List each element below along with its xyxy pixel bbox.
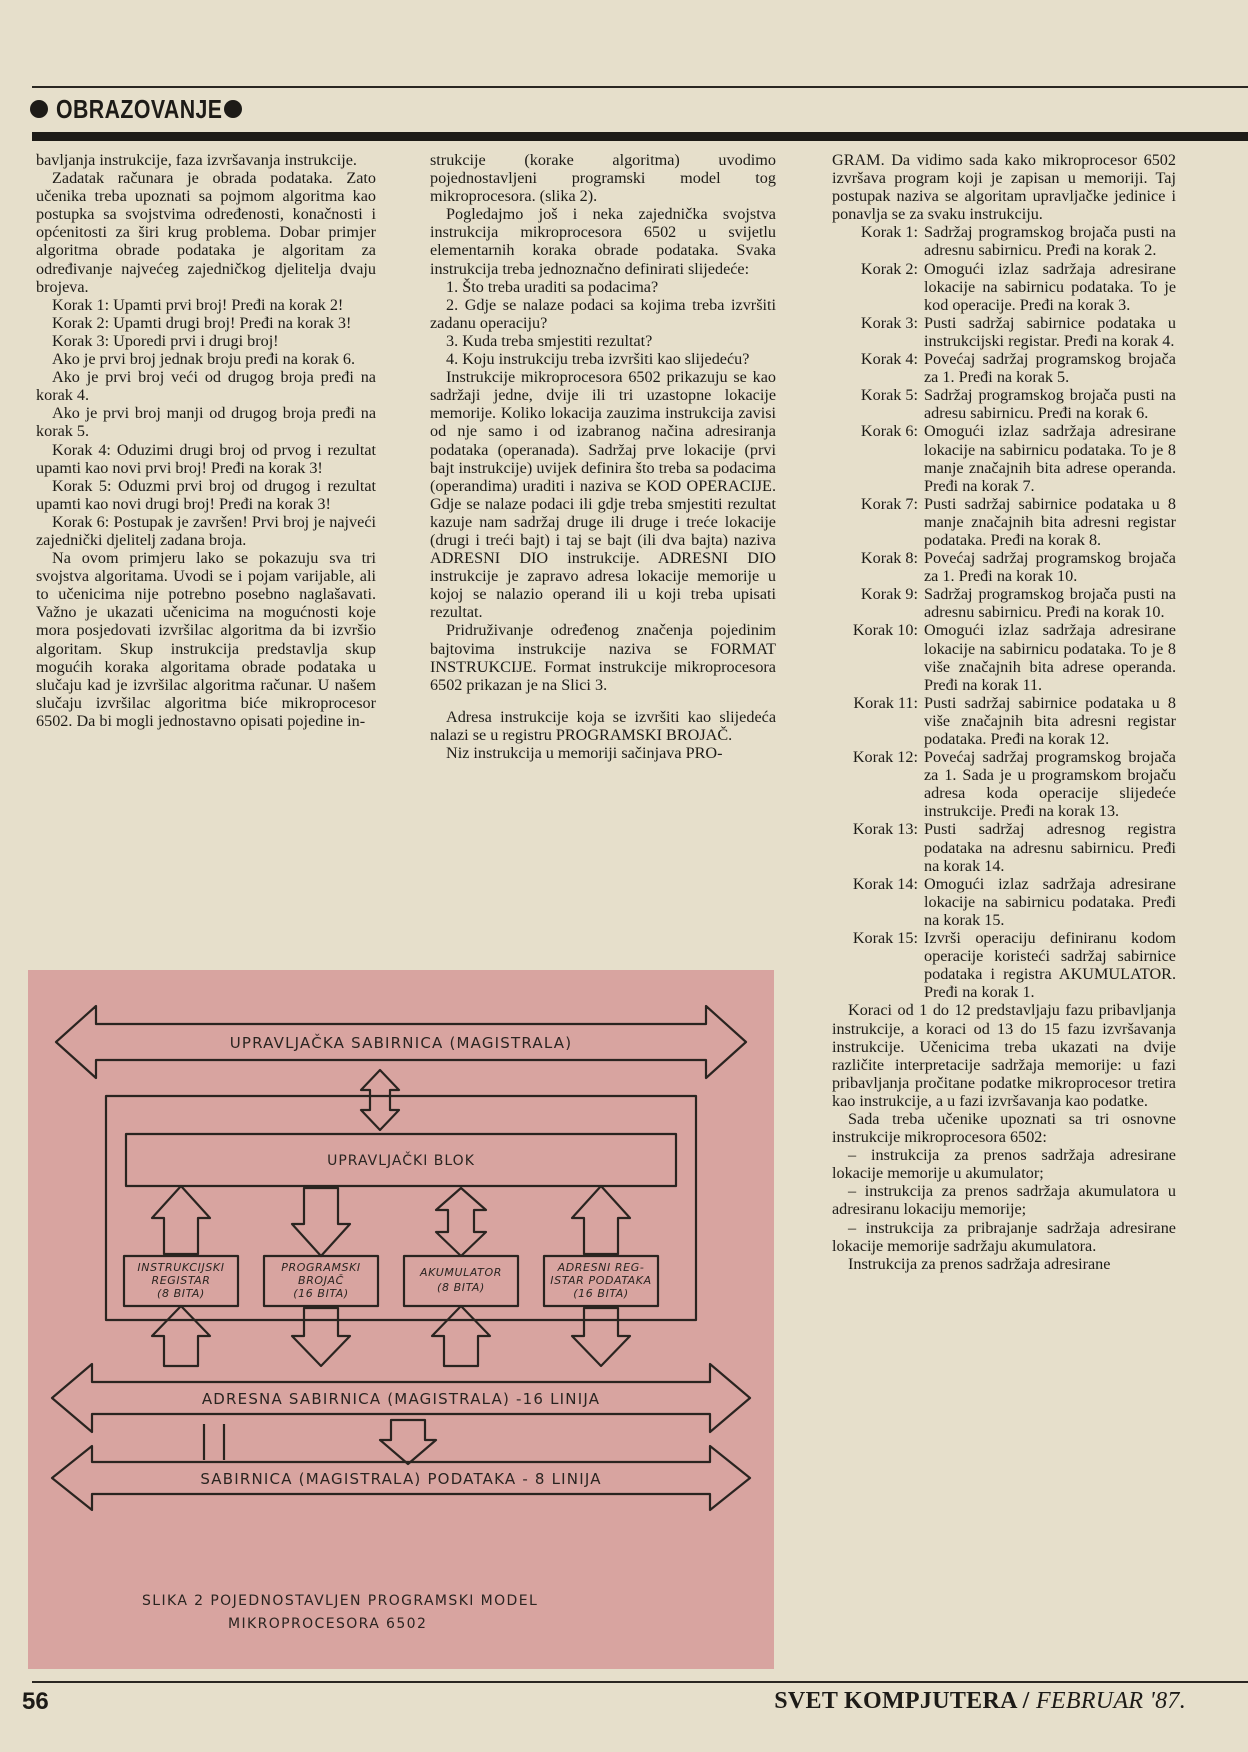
step-item xyxy=(832,386,1176,422)
step-label: Korak 5: xyxy=(860,386,918,405)
step-label: Korak 4: xyxy=(860,350,918,369)
paragraph: Niz instrukcija u memoriji sačinjava PRO- xyxy=(446,744,723,762)
reg1-label: REGISTAR xyxy=(151,1274,211,1287)
header-rule xyxy=(32,132,1248,141)
algorithm-steps xyxy=(832,223,1176,1001)
figure-caption: SLIKA 2 POJEDNOSTAVLJEN PROGRAMSKI MODEL xyxy=(142,1593,539,1609)
step-label: Korak 15: xyxy=(852,929,918,948)
arrow-down xyxy=(292,1188,350,1256)
paragraph: Sada treba učenike upoznati sa tri osnovne instrukcije mikroprocesora 6502: xyxy=(832,1109,1176,1147)
paragraph: Koraci od 1 do 12 predstavljaju fazu pribavljanja instrukcije, a koraci od 13 do 15 fazu izvršavanja instrukcije. Učenicima treba ukazati na dvije različite interpretacije sadržaja memorije: u fazi pribavljanja pročitane podatke mikroprocesor tretira kao instrukcije, a u fazi izvršavanja kao podatke. xyxy=(832,1001,1176,1110)
paragraph: Instrukcija za prenos sadržaja adresirane xyxy=(848,1254,1111,1273)
step-item xyxy=(832,694,1176,748)
step-text: Sadržaj programskog brojača pusti na adresu sabirnicu. Pređi na korak 6. xyxy=(924,386,1176,423)
step-text: Povećaj sadržaj programskog brojača za 1. Sada je u programskom brojaču adresa koda operacije slijedeće instrukcije. Pređi na korak 13. xyxy=(924,748,1176,821)
paragraph: Zadatak računara je obrada podataka. Zato učenika treba upoznati sa pojmom algoritma kao postupka sa svojstvima određenosti, konačnosti i općenitosti za širi krug problema. Dobar primjer algoritma obrade podataka je algoritam za određivanje najvećeg zajedničkog djelitelja dvaju brojeva. xyxy=(36,169,376,296)
reg2-label: BROJAČ xyxy=(298,1274,344,1287)
reg1-label: (8 BITA) xyxy=(157,1287,205,1300)
step-label: Korak 11: xyxy=(853,693,918,712)
step-text: Pusti sadržaj sabirnice podataka u instrukcijski registar. Pređi na korak 4. xyxy=(924,313,1176,350)
step-text: Izvrši operaciju definiranu kodom operacije koristeći sadržaj sabirnice podataka i registra AKUMULATOR. Pređi na korak 1. xyxy=(924,929,1176,1002)
bus-to-block-arrow xyxy=(361,1070,399,1130)
step-label: Korak 14: xyxy=(852,874,918,893)
paragraph: Adresa instrukcije koja se izvršiti kao slijedeća nalazi se u registru PROGRAMSKI BROJAČ. xyxy=(430,707,776,744)
step-text: Omogući izlaz sadržaja adresirane lokacije na sabirnicu podataka. To je 8 manje značajnih bita adrese operanda. Pređi na korak 7. xyxy=(924,422,1176,495)
list-item: – instrukcija za prenos sadržaja akumulatora u adresiranu lokaciju memorije; xyxy=(832,1182,1176,1219)
column-1 xyxy=(36,151,376,730)
arrow-up xyxy=(152,1306,210,1366)
question-item: 4. Koju instrukciju treba izvršiti kao slijedeću? xyxy=(446,350,750,369)
bullet-icon xyxy=(224,100,242,118)
step-label: Korak 10: xyxy=(852,621,918,640)
step-item xyxy=(832,875,1176,929)
data-line xyxy=(204,1424,224,1460)
step-item xyxy=(832,314,1176,350)
paragraph: strukcije (korake algoritma) uvodimo pojednostavljeni programski model tog mikroprocesora. (slika 2). xyxy=(430,151,776,206)
publication-name: SVET KOMPJUTERA / xyxy=(774,1688,1030,1714)
arrow-down xyxy=(572,1308,630,1366)
paragraph: Korak 2: Upamti drugi broj! Pređi na korak 3! xyxy=(52,313,352,332)
step-item xyxy=(832,223,1176,259)
step-label: Korak 9: xyxy=(860,585,918,604)
paragraph: Pridruživanje određenog značenja pojedinim bajtovima instrukcije naziva se FORMAT INSTRUKCIJE. Format instrukcije mikroprocesora 6502 prikazan je na Slici 3. xyxy=(430,621,776,694)
question-item: 2. Gdje se nalaze podaci sa kojima treba izvršiti zadanu operaciju? xyxy=(430,295,776,332)
step-item xyxy=(832,260,1176,314)
arrow-down xyxy=(292,1308,350,1366)
step-label: Korak 2: xyxy=(860,259,918,278)
section-header xyxy=(30,92,242,126)
arrow-up xyxy=(572,1186,630,1254)
reg4-label: ADRESNI REG- xyxy=(557,1261,645,1274)
step-text: Povećaj sadržaj programskog brojača za 1. Pređi na korak 10. xyxy=(924,549,1176,586)
footer-rule xyxy=(32,1681,1248,1683)
step-item xyxy=(832,350,1176,386)
data-bus-label: SABIRNICA (MAGISTRALA) PODATAKA - 8 LINIJA xyxy=(200,1470,602,1488)
page-number: 56 xyxy=(22,1688,49,1715)
step-item xyxy=(832,929,1176,1001)
paragraph: GRAM. Da vidimo sada kako mikroprocesor 6502 izvršava program koji je zapisan u memoriji. Taj postupak naziva se algoritam upravljačke jedinice i ponavlja se za svaku instrukciju. xyxy=(832,151,1176,224)
reg3-label: AKUMULATOR xyxy=(419,1266,503,1279)
step-label: Korak 13: xyxy=(852,820,918,839)
reg4-label: (16 BITA) xyxy=(573,1287,629,1300)
question-item: 1. Što treba uraditi sa podacima? xyxy=(446,277,659,296)
step-item xyxy=(832,748,1176,820)
paragraph: Korak 6: Postupak je završen! Prvi broj je najveći zajednički djelitelj zadana broja. xyxy=(36,512,376,549)
list-item: – instrukcija za prenos sadržaja adresirane lokacije memorije u akumulator; xyxy=(832,1146,1176,1183)
issue-date: FEBRUAR '87. xyxy=(1035,1688,1186,1714)
step-label: Korak 12: xyxy=(852,748,918,767)
paragraph: Ako je prvi broj manji od drugog broja pređi na korak 5. xyxy=(36,404,376,441)
control-bus-label: UPRAVLJAČKA SABIRNICA (MAGISTRALA) xyxy=(229,1034,573,1052)
step-label: Korak 7: xyxy=(860,494,918,513)
step-item xyxy=(832,422,1176,494)
step-text: Povećaj sadržaj programskog brojača za 1. Pređi na korak 5. xyxy=(924,350,1176,387)
reg2-label: (16 BITA) xyxy=(293,1287,349,1300)
step-text: Sadržaj programskog brojača pusti na adresnu sabirnicu. Pređi na korak 2. xyxy=(924,223,1176,260)
step-label: Korak 1: xyxy=(860,223,918,242)
top-rule xyxy=(32,86,1248,88)
question-item: 3. Kuda treba smjestiti rezultat? xyxy=(446,331,653,350)
step-item xyxy=(832,820,1176,874)
paragraph: Pogledajmo još i neka zajednička svojstva instrukcija mikroprocesora 6502 u svijetlu elementarnih koraka obrade podataka. Svaka instrukcija treba jednoznačno definirati slijedeće: xyxy=(430,205,776,278)
arrow-both xyxy=(436,1188,486,1256)
step-text: Omogući izlaz sadržaja adresirane lokacije na sabirnicu podataka. To je kod operacije. Pređi na korak 3. xyxy=(924,259,1176,314)
step-item xyxy=(832,585,1176,621)
block-diagram xyxy=(28,970,774,1669)
figure-caption: MIKROPROCESORA 6502 xyxy=(228,1616,428,1632)
section-title: OBRAZOVANJE xyxy=(56,93,223,124)
paragraph: Instrukcije mikroprocesora 6502 prikazuju se kao sadržaji jedne, dvije ili tri uzastopne lokacije memorije. Koliko lokacija zauzima instrukcija zavisi od nje samo i od izabranog načina adresiranja podataka (operanada). Sadržaj prve lokacije (prvi bajt instrukcije) uvijek definira što treba sa podacima (operandima) uraditi i naziva se KOD OPERACIJE. Gdje se nalaze podaci ili gdje treba smjestiti rezultat kazuje nam sadržaj druge ili druge i treće lokacije (drugi i treći bajt) i taj se bajt (ili dva bajta) naziva ADRESNI DIO instrukcije. ADRESNI DIO instrukcije je zapravo adresa lokacije memorije u kojoj se nalazio operand ili u koji treba upisati rezultat. xyxy=(430,368,776,622)
step-text: Pusti sadržaj sabirnice podataka u 8 manje značajnih bita adresni registar podataka. Pređi na korak 8. xyxy=(924,494,1176,549)
step-label: Korak 8: xyxy=(860,549,918,568)
step-text: Sadržaj programskog brojača pusti na adresnu sabirnicu. Pređi na korak 10. xyxy=(924,585,1176,622)
control-block-label: UPRAVLJAČKI BLOK xyxy=(327,1153,475,1169)
list-item: – instrukcija za pribrajanje sadržaja adresirane lokacije memorije sadržaju akumulatora. xyxy=(832,1218,1176,1255)
step-text: Omogući izlaz sadržaja adresirane lokacije na sabirnicu podataka. To je 8 više značajnih bita adrese operanda. Pređi na korak 11. xyxy=(924,621,1176,694)
bullet-icon xyxy=(30,100,48,118)
paragraph: Korak 3: Uporedi prvi i drugi broj! xyxy=(52,331,279,350)
step-text: Pusti sadržaj sabirnice podataka u 8 više značajnih bita adresni registar podataka. Pređi na korak 12. xyxy=(924,693,1176,748)
paragraph: Korak 1: Upamti prvi broj! Pređi na korak 2! xyxy=(52,295,344,314)
step-item xyxy=(832,495,1176,549)
bus-connector-arrow xyxy=(380,1420,436,1464)
arrow-up xyxy=(432,1306,490,1366)
step-item xyxy=(832,549,1176,585)
column-3 xyxy=(832,151,1176,1273)
column-2 xyxy=(430,151,776,762)
reg3-label: (8 BITA) xyxy=(437,1281,485,1294)
paragraph: Ako je prvi broj veći od drugog broja pređi na korak 4. xyxy=(36,368,376,405)
publication-footer xyxy=(774,1688,1186,1715)
reg1-label: INSTRUKCIJSKI xyxy=(137,1261,225,1274)
step-label: Korak 6: xyxy=(860,422,918,441)
step-text: Pusti sadržaj adresnog registra podataka na adresnu sabirnicu. Pređi na korak 14. xyxy=(924,820,1176,875)
address-bus-label: ADRESNA SABIRNICA (MAGISTRALA) -16 LINIJA xyxy=(201,1390,601,1408)
paragraph: Korak 4: Oduzimi drugi broj od prvog i rezultat upamti kao novi prvi broj! Pređi na korak 3! xyxy=(36,440,376,477)
figure-programming-model xyxy=(28,970,774,1669)
reg2-label: PROGRAMSKI xyxy=(281,1261,361,1274)
paragraph: Ako je prvi broj jednak broju pređi na korak 6. xyxy=(52,350,355,369)
step-text: Omogući izlaz sadržaja adresirane lokacije na sabirnicu podataka. Pređi na korak 15. xyxy=(924,874,1176,929)
reg4-label: ISTAR PODATAKA xyxy=(550,1274,652,1287)
step-item xyxy=(832,621,1176,693)
step-label: Korak 3: xyxy=(860,313,918,332)
paragraph: Korak 5: Oduzmi prvi broj od drugog i rezultat upamti kao novi drugi broj! Pređi na korak 3! xyxy=(36,476,376,513)
paragraph: bavljanja instrukcije, faza izvršavanja instrukcije. xyxy=(36,151,357,169)
arrow-up xyxy=(152,1186,210,1254)
paragraph: Na ovom primjeru lako se pokazuju sva tri svojstva algoritama. Uvodi se i pojam varijable, ali to učenicima nije potrebno posebno naglašavati. Važno je ukazati učenicima na mogućnosti koje mora posjedovati izvršilac algoritma da bi izvršio algoritam. Skup instrukcija predstavlja skup mogućih koraka algoritama obrade podataka u slučaju kad je izvršilac algoritma računar. U našem slučaju izvršilac algoritma biće mikroprocesor 6502. Da bi mogli jednostavno opisati pojedine in- xyxy=(36,549,376,730)
